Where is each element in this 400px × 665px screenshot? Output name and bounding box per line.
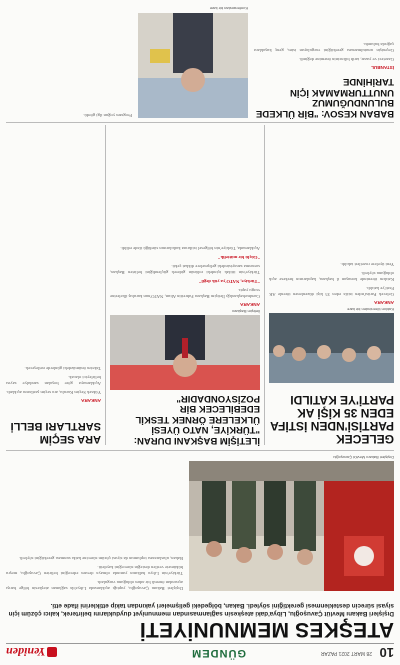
official-portrait-image — [110, 315, 260, 390]
divider — [264, 125, 265, 445]
page-header — [6, 643, 394, 660]
story-center-body — [110, 127, 260, 307]
logo-text: Yeniden — [6, 645, 46, 659]
newspaper-logo — [6, 644, 57, 659]
story-left-photo — [269, 313, 394, 383]
story-bottom-body — [254, 6, 394, 70]
main-photo — [189, 461, 394, 591]
main-story-body — [6, 455, 183, 591]
story-center-paragraph: Cumhurbaşkanlığı İletişim Başkanı Fahrettin Altun, NATO'nun kuruluş ilkelerine vurgu yaptı. — [110, 288, 260, 299]
story-center-byline: ANKARA — [240, 302, 260, 307]
story-center-paragraph: Açıklamada, Türkiye'nin bölgesel istikrara katkılarının sürdüğü ifade edildi. — [120, 246, 260, 251]
story-center-title: İLETİŞİM BAŞKANI DURAN: "TÜRKİYE, NATO ÜYESİ ÜLKELERE ÖRNEK TESKİL EDEBİLECEK BİR POZİSYONDADIR" — [133, 393, 260, 446]
story-bottom-title: BABAN KESOV: "BİR ÜLKEDE BULUNDUĞUMUZ UNUTTURMAMAK İÇİN TARİHİNDE — [255, 76, 394, 119]
main-photo-caption: Dışişleri Bakanı Mevlüt Çavuşoğlu — [333, 455, 394, 460]
story-center-caption: İletişim Başkanı — [231, 309, 260, 314]
divider — [6, 450, 394, 451]
main-body-paragraph: Türkiye'nin Libya halkının yanında olmaya devam edeceğini belirten Çavuşoğlu, meşru hükümete verilen desteğin süreceğini kaydetti. — [6, 565, 183, 576]
speaker-photo-image — [138, 13, 248, 118]
logo-mark-icon — [47, 647, 57, 657]
story-right-paragraph: Takvim önümüzdeki günlerde netleşecek. — [24, 366, 101, 371]
story-bottom-body-continued — [6, 6, 132, 118]
story-right-paragraph: Açıklamaya göre boşalan sandalye sayısı belirleyici olacak. — [6, 375, 101, 386]
main-body-paragraph: Bakan, uluslararası toplumun da siyasi çözüm sürecine katkı sunması gerektiğini söyledi. — [18, 556, 183, 561]
story-right-title: ARA SEÇİM SARTLARI BELLİ — [10, 420, 101, 445]
story-bottom-paragraph: Program yoğun ilgi gördü. — [83, 113, 132, 118]
crowd-photo-image — [269, 313, 394, 383]
main-body-paragraph: Dışişleri Bakanı Çavuşoğlu, yaptığı açıklamada Libya'da sağlanan ateşkesin bölge barışı açısından önemli bir adım olduğunu vurguladı. — [6, 580, 183, 591]
story-bottom-paragraph: Gazeteci ve yazar, tarih bilincinin önemine değindi. — [299, 57, 394, 62]
story-right-byline: ANKARA — [81, 398, 101, 403]
story-bottom-paragraph: Geçmişin unutulmaması gerektiğini vurgulayan isim, genç kuşaklara çağrıda bulundu. — [254, 42, 394, 53]
date-line: 28 MART 2021 PAZAR — [320, 650, 372, 656]
ceremony-photo-image — [189, 461, 394, 591]
divider — [105, 125, 106, 445]
story-left-title: GELECEK PARTİSİ'NDEN İSTİFA EDEN 35 KİŞİ AK PARTİ'YE KATILDI — [270, 393, 394, 446]
story-bottom-byline: İSTANBUL — [371, 65, 394, 70]
story-bottom-photo — [138, 13, 248, 118]
main-headline: ATEŞKES MEMNUNİYETİ — [139, 618, 394, 641]
divider — [6, 122, 394, 123]
story-bottom-caption: Konferanstan bir kare — [209, 6, 248, 11]
story-left-caption: Katılım töreninden bir kare — [347, 307, 394, 312]
story-right-body — [6, 127, 101, 403]
story-center-highlight: "Güçlü bir müttefik" — [217, 255, 260, 260]
main-subhead: Dışişleri Bakanı Mevlüt Çavuşoğlu, Libya'daki ateşkesin sağlanmasından memnuniyet duyduklarını belirterek, kalıcı çözüm için siyasi sürecin desteklenmesi gerektiğini söyledi. Bakan, bölgedeki gelişmeleri yakından takip ettiklerini ifade etti. — [8, 602, 394, 617]
story-center-paragraph: Türkiye'nin ittifak içindeki rolünün giderek güçlendiğini belirten Başkan, savunma sanayisindeki gelişmelere dikkat çekti. — [110, 264, 260, 275]
page-number: 10 — [379, 645, 394, 660]
story-left-paragraph: Katılım töreninde konuşan il başkanı, kapılarının herkese açık olduğunu söyledi. — [269, 271, 394, 282]
story-right-paragraph: Yüksek Seçim Kurulu, ara seçim şartlarını açıkladı. — [6, 390, 101, 395]
story-left-paragraph: Yeni üyelere rozetleri takıldı. — [340, 262, 394, 267]
story-left-body — [269, 135, 394, 305]
story-center-photo — [110, 315, 260, 390]
story-center-highlight: "Türkiye, NATO'ya yük değil" — [198, 279, 260, 284]
story-left-paragraph: Gelecek Partisi'nden istifa eden 35 kişi düzenlenen törenle AK Parti'ye katıldı. — [269, 286, 394, 297]
section-title: GÜNDEM — [191, 647, 246, 659]
story-left-byline: ANKARA — [374, 300, 394, 305]
